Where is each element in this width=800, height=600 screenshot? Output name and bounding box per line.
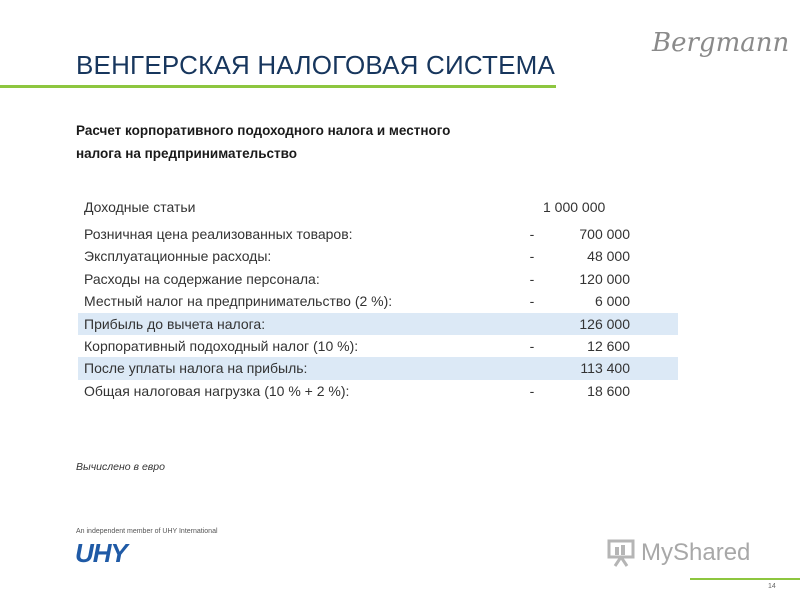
row-amount: 12 600 [587,337,630,354]
row-label: Расходы на содержание персонала: [84,270,320,287]
page-number: 14 [768,583,776,590]
table-row-highlighted [78,313,678,335]
page-title: ВЕНГЕРСКАЯ НАЛОГОВАЯ СИСТЕМА [76,50,556,80]
myshared-watermark [607,538,750,568]
income-value: 1 000 000 [543,199,606,215]
row-amount: 120 000 [579,270,630,287]
row-amount: 48 000 [587,248,630,265]
row-label: После уплаты налога на прибыль: [84,360,308,377]
table-row [78,335,678,357]
presentation-icon [607,539,635,567]
footnote: Вычислено в евро [76,461,165,473]
row-amount: 6 000 [594,293,630,310]
row-label: Эксплуатационные расходы: [84,248,272,265]
table-row [78,290,678,312]
table-row-highlighted [78,357,678,379]
table-row [78,245,678,267]
income-row [78,196,678,218]
row-label: Корпоративный подоходный налог (10 %): [84,337,359,354]
watermark-text: MyShared [641,539,751,566]
row-amount: 113 400 [580,360,630,377]
bergmann-logo: Bergmann [652,28,790,58]
title-underline [0,85,556,88]
table-row [78,223,678,245]
section-subtitle: Расчет корпоративного подоходного налога и местного налога на предпринимательство [76,123,451,161]
row-amount: 18 600 [587,382,630,399]
row-amount: 126 000 [579,315,630,332]
row-sign: - [529,337,535,354]
row-sign: - [529,270,535,287]
row-label: Розничная цена реализованных товаров: [84,226,353,242]
row-sign: - [529,226,535,242]
member-statement: An independent member of UHY International [76,528,218,535]
row-amount: 700 000 [579,226,630,242]
row-label: Местный налог на предпринимательство (2 %): [84,293,393,310]
row-sign: - [529,248,535,265]
table-row [78,380,678,402]
tax-calculation-table [78,223,678,402]
row-label: Прибыль до вычета налога: [84,315,266,332]
income-label: Доходные статьи [84,199,196,215]
row-label: Общая налоговая нагрузка (10 % + 2 %): [84,382,350,399]
uhy-logo: UHY [75,538,127,568]
row-sign: - [529,382,535,399]
table-row [78,268,678,290]
row-sign: - [529,293,535,310]
footer-rule [690,578,800,580]
